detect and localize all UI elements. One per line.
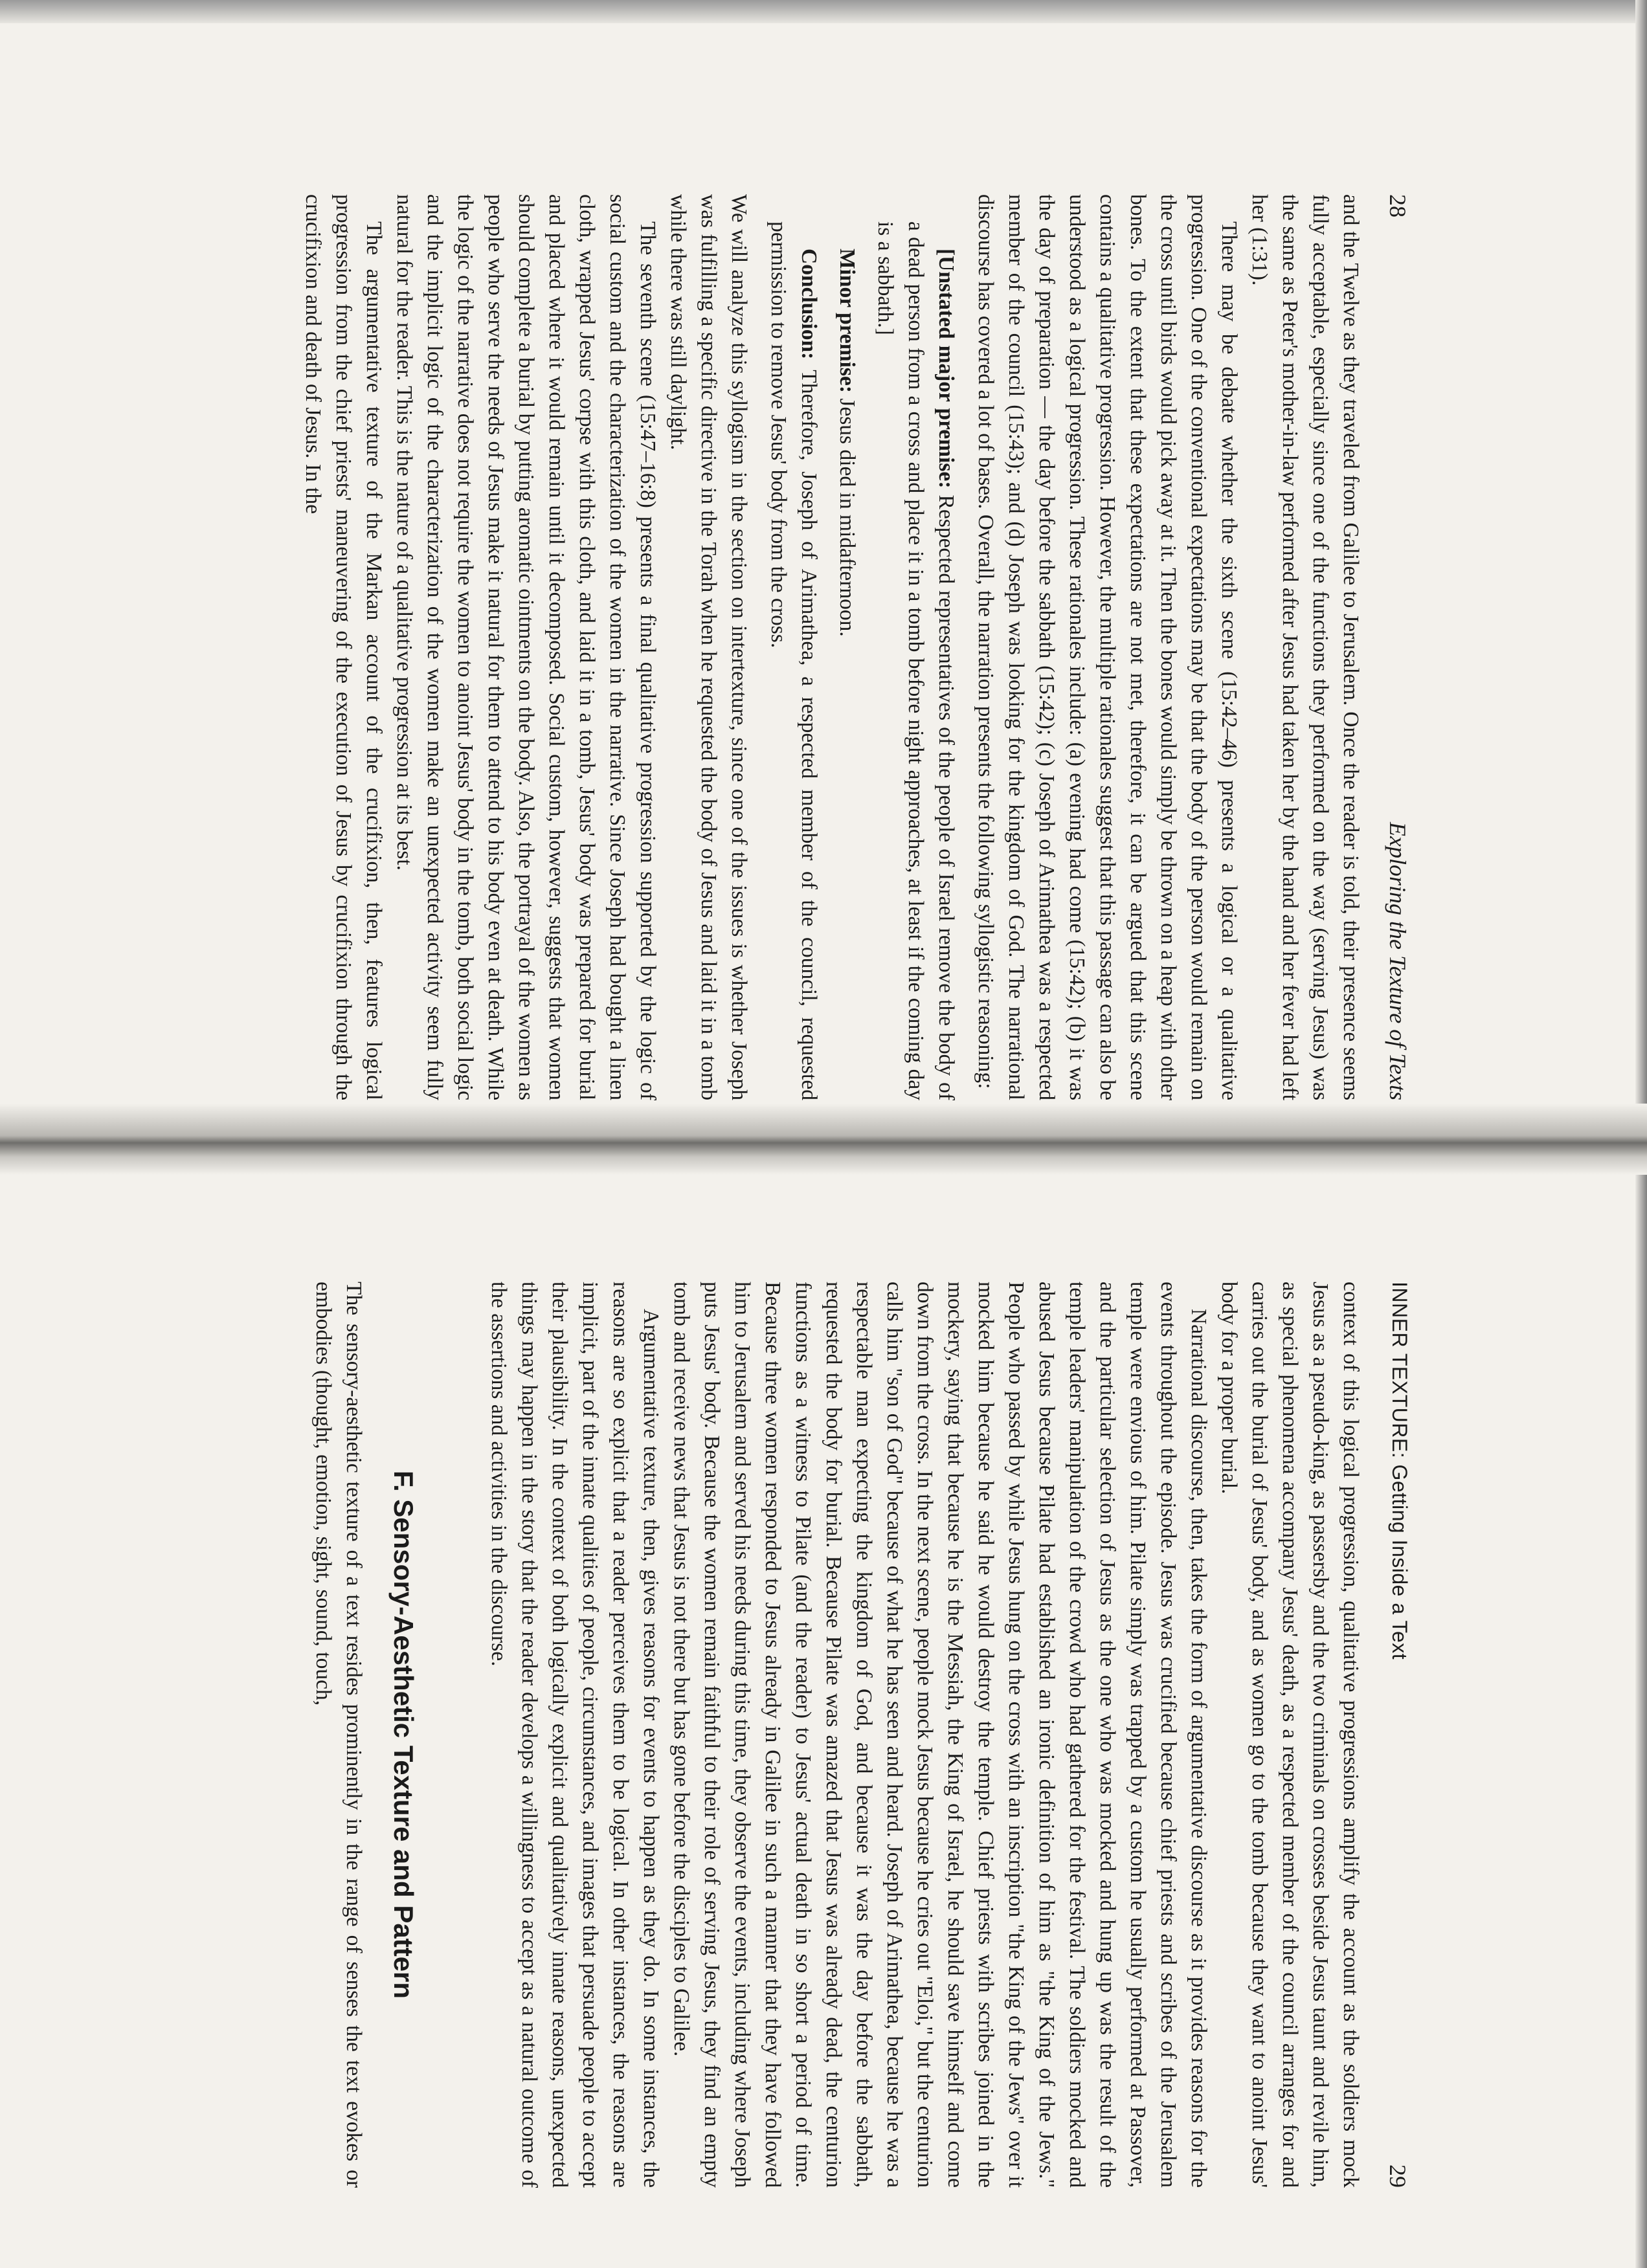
paragraph: Narrational discourse, then, takes the form of argumentative discourse as it provides reasons for the events throughout the episode. Jesus was crucified because chief priests and scribes of the Jerusalem temple were envious of him. Pilate simply was trapped by a custom he usually performed at Passover, and the particular selection of Jesus as the one who was mocked and hung up was the result of the temple leaders' manipulation of the crowd who had gathered for the festival. The soldiers mocked and abused Jesus because Pilate had established an ironic definition of him as "the King of the Jews." People who passed by while Jesus hung on the cross with an inscription "the King of the Jews" over it mocked him because he said he would destroy the temple. Chief priests with scribes joined in the mockery, saying that because he is the Messiah, the King of Israel, he should save himself and come down from the cross. In the next scene, people mock Jesus because he cries out "Eloi," but the centurion calls him "son of God" because of what he has seen and heard. Joseph of Arimathea, because he was a respectable man expecting the kingdom of God, and because it was the day before the sabbath, requested the body for burial. Because Pilate was amazed that Jesus was already dead, the centurion functions as a witness to Pilate (and the reader) to Jesus' actual death in so short a period of time. Because three women responded to Jesus already in Galilee in such a manner that they have followed him to Jerusalem and served his needs during this time, they observe the events, including where Joseph puts Jesus' body. Because the women remain faithful to their role of serving Jesus, they find an empty tomb and receive news that Jesus is not there but has gone before the disciples to Galilee. xyxy=(669,1282,1211,2188)
scanner-edge-top xyxy=(0,0,1647,23)
section-heading: F. Sensory-Aesthetic Texture and Pattern xyxy=(388,1470,419,1999)
book-page-29 xyxy=(117,1282,1411,2188)
running-title: INNER TEXTURE: Getting Inside a Text xyxy=(1388,1282,1411,1660)
minor-premise-label: Minor premise: xyxy=(835,249,859,393)
paragraph: and the Twelve as they traveled from Galilee to Jerusalem. Once the reader is told, their presence seems fully acceptable, especially since one of the functions they performed on the way (serving Jesus) was the same as Peter's mother-in-law performed after Jesus had taken her by the hand and her fever had left her (1:31). xyxy=(1248,194,1363,1100)
page-number: 29 xyxy=(1385,2164,1411,2188)
running-head xyxy=(1366,1282,1411,2188)
page-body xyxy=(308,1282,1366,2188)
book-gutter-shadow xyxy=(0,1104,1647,1175)
page-number: 28 xyxy=(1385,194,1411,217)
major-premise xyxy=(870,221,961,1100)
paragraph: There may be debate whether the sixth scene (15:42–46) presents a logical or a qualitative progression. One of the conventional expectations may be that the body of the person would remain on the cross until birds would pick away at it. Then the bones would simply be thrown on a heap with other bones. To the extent that these expectations are not met, therefore, it can be argued that this scene contains a qualitative progression. However, the multiple rationales suggest that this passage can also be understood as a logical progression. These rationales include: (a) evening had come (15:42); (b) it was the day of preparation — the day before the sabbath (15:42); (c) Joseph of Arimathea was a respected member of the council (15:43); and (d) Joseph was looking for the kingdom of God. The narrational discourse has covered a lot of bases. Overall, the narration presents the following syllogistic reasoning: xyxy=(974,194,1241,1100)
running-head xyxy=(1366,194,1411,1100)
major-premise-text: Respected representatives of the people of Israel remove the body of a dead person from a cross and place it in a tomb before night approaches, at least if the coming day is a sabbath.] xyxy=(873,221,958,1100)
book-page-28 xyxy=(117,194,1411,1100)
minor-premise-text: Jesus died in midafternoon. xyxy=(835,398,859,637)
paragraph: We will analyze this syllogism in the section on intertexture, since one of the issues is whether Joseph was fulfilling a specific directive in the Torah when he requested the body of Jesus and laid it in a tomb while there was still daylight. xyxy=(666,194,751,1100)
paragraph: The argumentative texture of the Markan account of the crucifixion, then, features logical progression from the chief priests' maneuvering of the execution of Jesus by crucifixion through the crucifixion and death of Jesus. In the xyxy=(301,194,386,1100)
major-premise-label: [Unstated major premise: xyxy=(934,249,958,489)
minor-premise xyxy=(832,221,862,1100)
conclusion-label: Conclusion: xyxy=(797,249,821,360)
running-title: Exploring the Texture of Texts xyxy=(1385,822,1411,1100)
conclusion-text: Therefore, Joseph of Arimathea, a respected member of the council, requested permission to remove Jesus' body from the cross. xyxy=(767,221,821,1100)
paragraph: The sensory-aesthetic texture of a text resides prominently in the range of senses the text evokes or embodies (thought, emotion, sight, sound, touch, xyxy=(311,1282,366,2188)
paragraph: The seventh scene (15:47–16:8) presents a final qualitative progression supported by the logic of social custom and the characterization of the women in the narrative. Since Joseph had bought a linen cloth, wrapped Jesus' corpse with this cloth, and laid it in a tomb, Jesus' body was prepared for burial and placed where it would remain until it decomposed. Social custom, however, suggests that women should complete a burial by putting aromatic ointments on the body. Also, the portrayal of the women as people who serve the needs of Jesus make it natural for them to attend to his body even at death. While the logic of the narrative does not require the women to anoint Jesus' body in the tomb, both social logic and the implicit logic of the characterization of the women make an unexpected activity seem fully natural for the reader. This is the nature of a qualitative progression at its best. xyxy=(392,194,660,1100)
paragraph: Argumentative texture, then, gives reasons for events to happen as they do. In some instances, the reasons are so explicit that a reader perceives them to be logical. In other instances, the reasons are implicit, part of the innate qualities of people, circumstances, and images that persuade people to accept their plausibility. In the context of both logically explicit and qualitatively innate reasons, unexpected things may happen in the story that the reader develops a willingness to accept as a natural outcome of the assertions and activities in the discourse. xyxy=(487,1282,663,2188)
conclusion xyxy=(763,221,824,1100)
paragraph: context of this logical progression, qualitative progressions amplify the account as the soldiers mock Jesus as a pseudo-king, as passersby and the two criminals on crosses beside Jesus taunt and revile him, as special phenomena accompany Jesus' death, as a respected member of the council arranges for and carries out the burial of Jesus' body, and as women go to the tomb because they want to anoint Jesus' body for a proper burial. xyxy=(1217,1282,1363,2188)
syllogism-block xyxy=(763,221,961,1100)
page-body xyxy=(298,194,1366,1100)
